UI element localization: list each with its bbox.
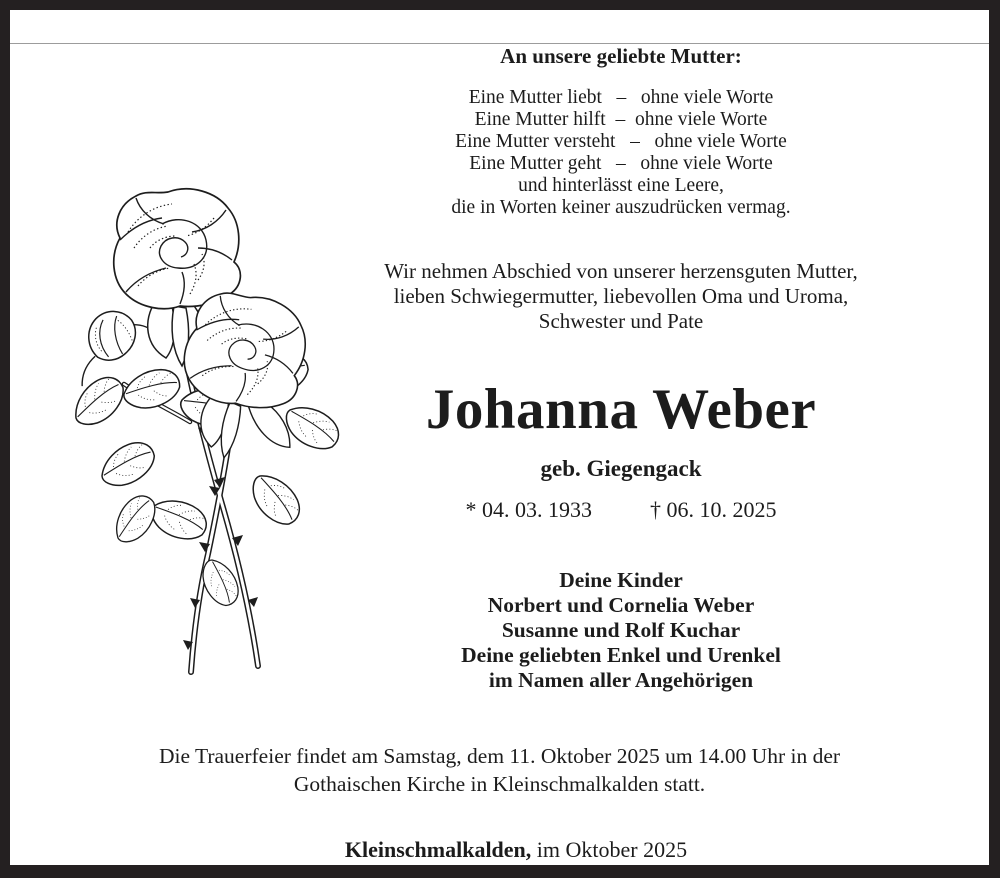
mourner-line: Norbert und Cornelia Weber [487, 593, 755, 617]
place-name: Kleinschmalkalden, [344, 837, 532, 862]
dedication-header: An unsere geliebte Mutter: [500, 44, 742, 68]
mourner-line: Deine geliebten Enkel und Urenkel [461, 643, 781, 667]
funeral-info [10, 742, 989, 798]
poem-line: Eine Mutter versteht – ohne viele Worte [455, 131, 787, 152]
poem-line: die in Worten keiner auszudrücken vermag. [451, 197, 791, 218]
rose-illustration [62, 172, 346, 692]
poem-line: und hinterlässt eine Leere, [518, 175, 724, 196]
birth-date: * 04. 03. 1933 [465, 497, 592, 522]
poem-line: Eine Mutter hilft – ohne viele Worte [474, 109, 768, 130]
mourners-list [253, 568, 989, 693]
issue-date: im Oktober 2025 [531, 837, 688, 862]
place-date-line [10, 811, 989, 878]
life-dates [253, 497, 989, 523]
death-date: † 06. 10. 2025 [650, 497, 777, 522]
poem [253, 87, 989, 219]
funeral-line: Die Trauerfeier findet am Samstag, dem 11. Oktober 2025 um 14.00 Uhr in der [158, 744, 841, 768]
farewell-line: lieben Schwiegermutter, liebevollen Oma und Uroma, [393, 284, 849, 308]
maiden-name: geb. Giegengack [540, 456, 702, 481]
funeral-line: Gothaischen Kirche in Kleinschmalkalden statt. [293, 772, 706, 796]
obituary-inner [10, 44, 989, 878]
farewell-text [253, 259, 989, 334]
mourner-line: im Namen aller Angehörigen [488, 668, 754, 692]
deceased-name: Johanna Weber [425, 378, 817, 441]
mourner-line: Susanne und Rolf Kuchar [501, 618, 741, 642]
poem-line: Eine Mutter liebt – ohne viele Worte [468, 87, 774, 108]
farewell-line: Schwester und Pate [538, 309, 704, 333]
mourner-line: Deine Kinder [559, 568, 683, 592]
poem-line: Eine Mutter geht – ohne viele Worte [469, 153, 773, 174]
notice-body [253, 44, 989, 693]
farewell-line: Wir nehmen Abschied von unserer herzensguten Mutter, [384, 259, 858, 283]
